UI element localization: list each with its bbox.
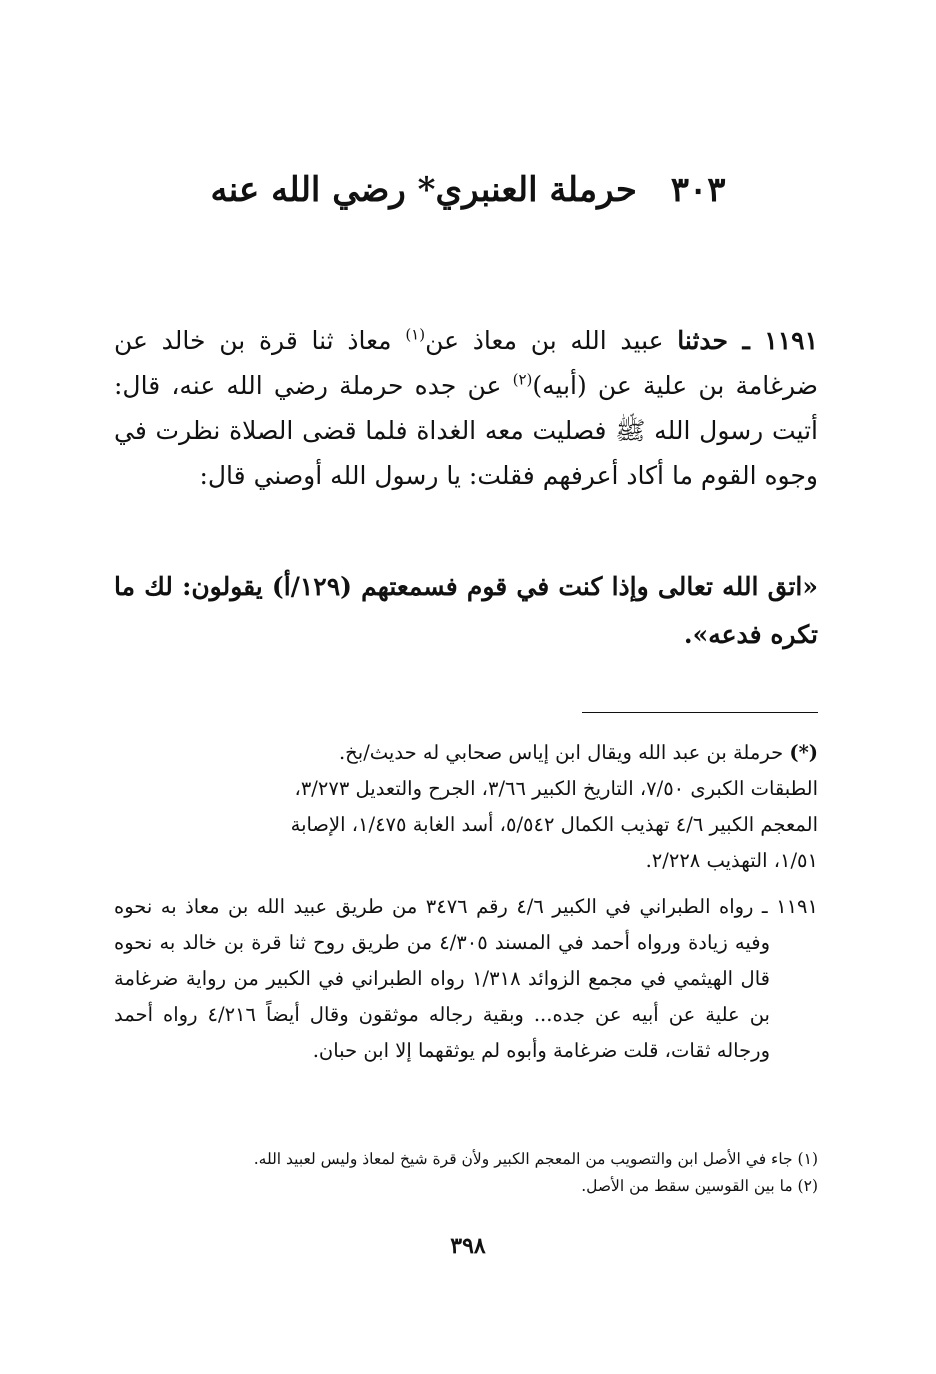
footnote-1: (١) جاء في الأصل ابن والتصويب من المعجم الكبير ولأن قرة شيخ لمعاذ وليس لعبيد الله. xyxy=(253,1150,818,1168)
footnote-ref-2: (٢) xyxy=(512,370,533,389)
hadith-number-and-lead: ١١٩١ ـ حدثنا xyxy=(677,326,818,355)
biography-marker: (*) xyxy=(789,741,818,764)
hadith-chain-part-3: عن جده حرملة رضي الله عنه، قال: أتيت رسول الله ﷺ فصليت معه الغداة فلما قضى الصلاة نظرت في وجوه القوم ما أكاد أعرفهم فقلت: يا رسول الله أوصني قال: xyxy=(114,371,818,490)
biography-line-1 xyxy=(114,735,818,771)
footnote-divider xyxy=(582,712,818,713)
hadith-chain-part-1: عبيد الله بن معاذ عن xyxy=(425,326,678,355)
footnotes xyxy=(114,1146,818,1200)
biography-line-1-text: حرملة بن عبد الله ويقال ابن إياس صحابي له حديث/بخ. xyxy=(338,741,790,764)
page-number: ٣٩٨ xyxy=(450,1233,486,1259)
hadith-text xyxy=(114,318,818,498)
chapter-number: ٣٠٣ xyxy=(670,170,726,210)
prophetic-quote: «اتق الله تعالى وإذا كنت في قوم فسمعتهم (١٢٩/أ) يقولون: لك ما تكره فدعه». xyxy=(114,572,818,649)
footnote-ref-1: (١) xyxy=(405,325,426,344)
chapter-title: حرملة العنبري* رضي الله عنه xyxy=(210,170,637,210)
biography-note xyxy=(114,735,818,879)
biography-line-2: الطبقات الكبرى ٧/٥٠، التاريخ الكبير ٣/٦٦، الجرح والتعديل ٣/٢٧٣، xyxy=(294,777,818,800)
notes-section xyxy=(114,735,818,1069)
takhrij-note: ١١٩١ ـ رواه الطبراني في الكبير ٤/٦ رقم ٣٤٧٦ من طريق عبيد الله بن معاذ به نحوه وفيه زيادة ورواه أحمد في المسند ٤/٣٠٥ من طريق روح ثنا قرة بن خالد به نحوه قال الهيثمي في مجمع الزوائد ١/٣١٨ رواه الطبراني في الكبير من رواية ضرغامة بن علية عن أبيه عن جده... وبقية رجاله موثقون وقال أيضاً ٤/٢١٦ رواه أحمد ورجاله ثقات، قلت ضرغامة وأبوه لم يوثقهما إلا ابن حبان. xyxy=(114,895,818,1062)
chapter-heading xyxy=(110,162,826,218)
hadith-chain-part-2: معاذ ثنا قرة بن خالد عن ضرغامة بن علية عن (أبيه) xyxy=(114,326,818,400)
biography-line-3: المعجم الكبير ٤/٦ تهذيب الكمال ٥/٥٤٢، أسد الغابة ١/٤٧٥، الإصابة xyxy=(290,813,818,836)
biography-line-4: ١/٥١، التهذيب ٢/٢٢٨. xyxy=(645,849,818,872)
footnote-2: (٢) ما بين القوسين سقط من الأصل. xyxy=(581,1177,818,1195)
